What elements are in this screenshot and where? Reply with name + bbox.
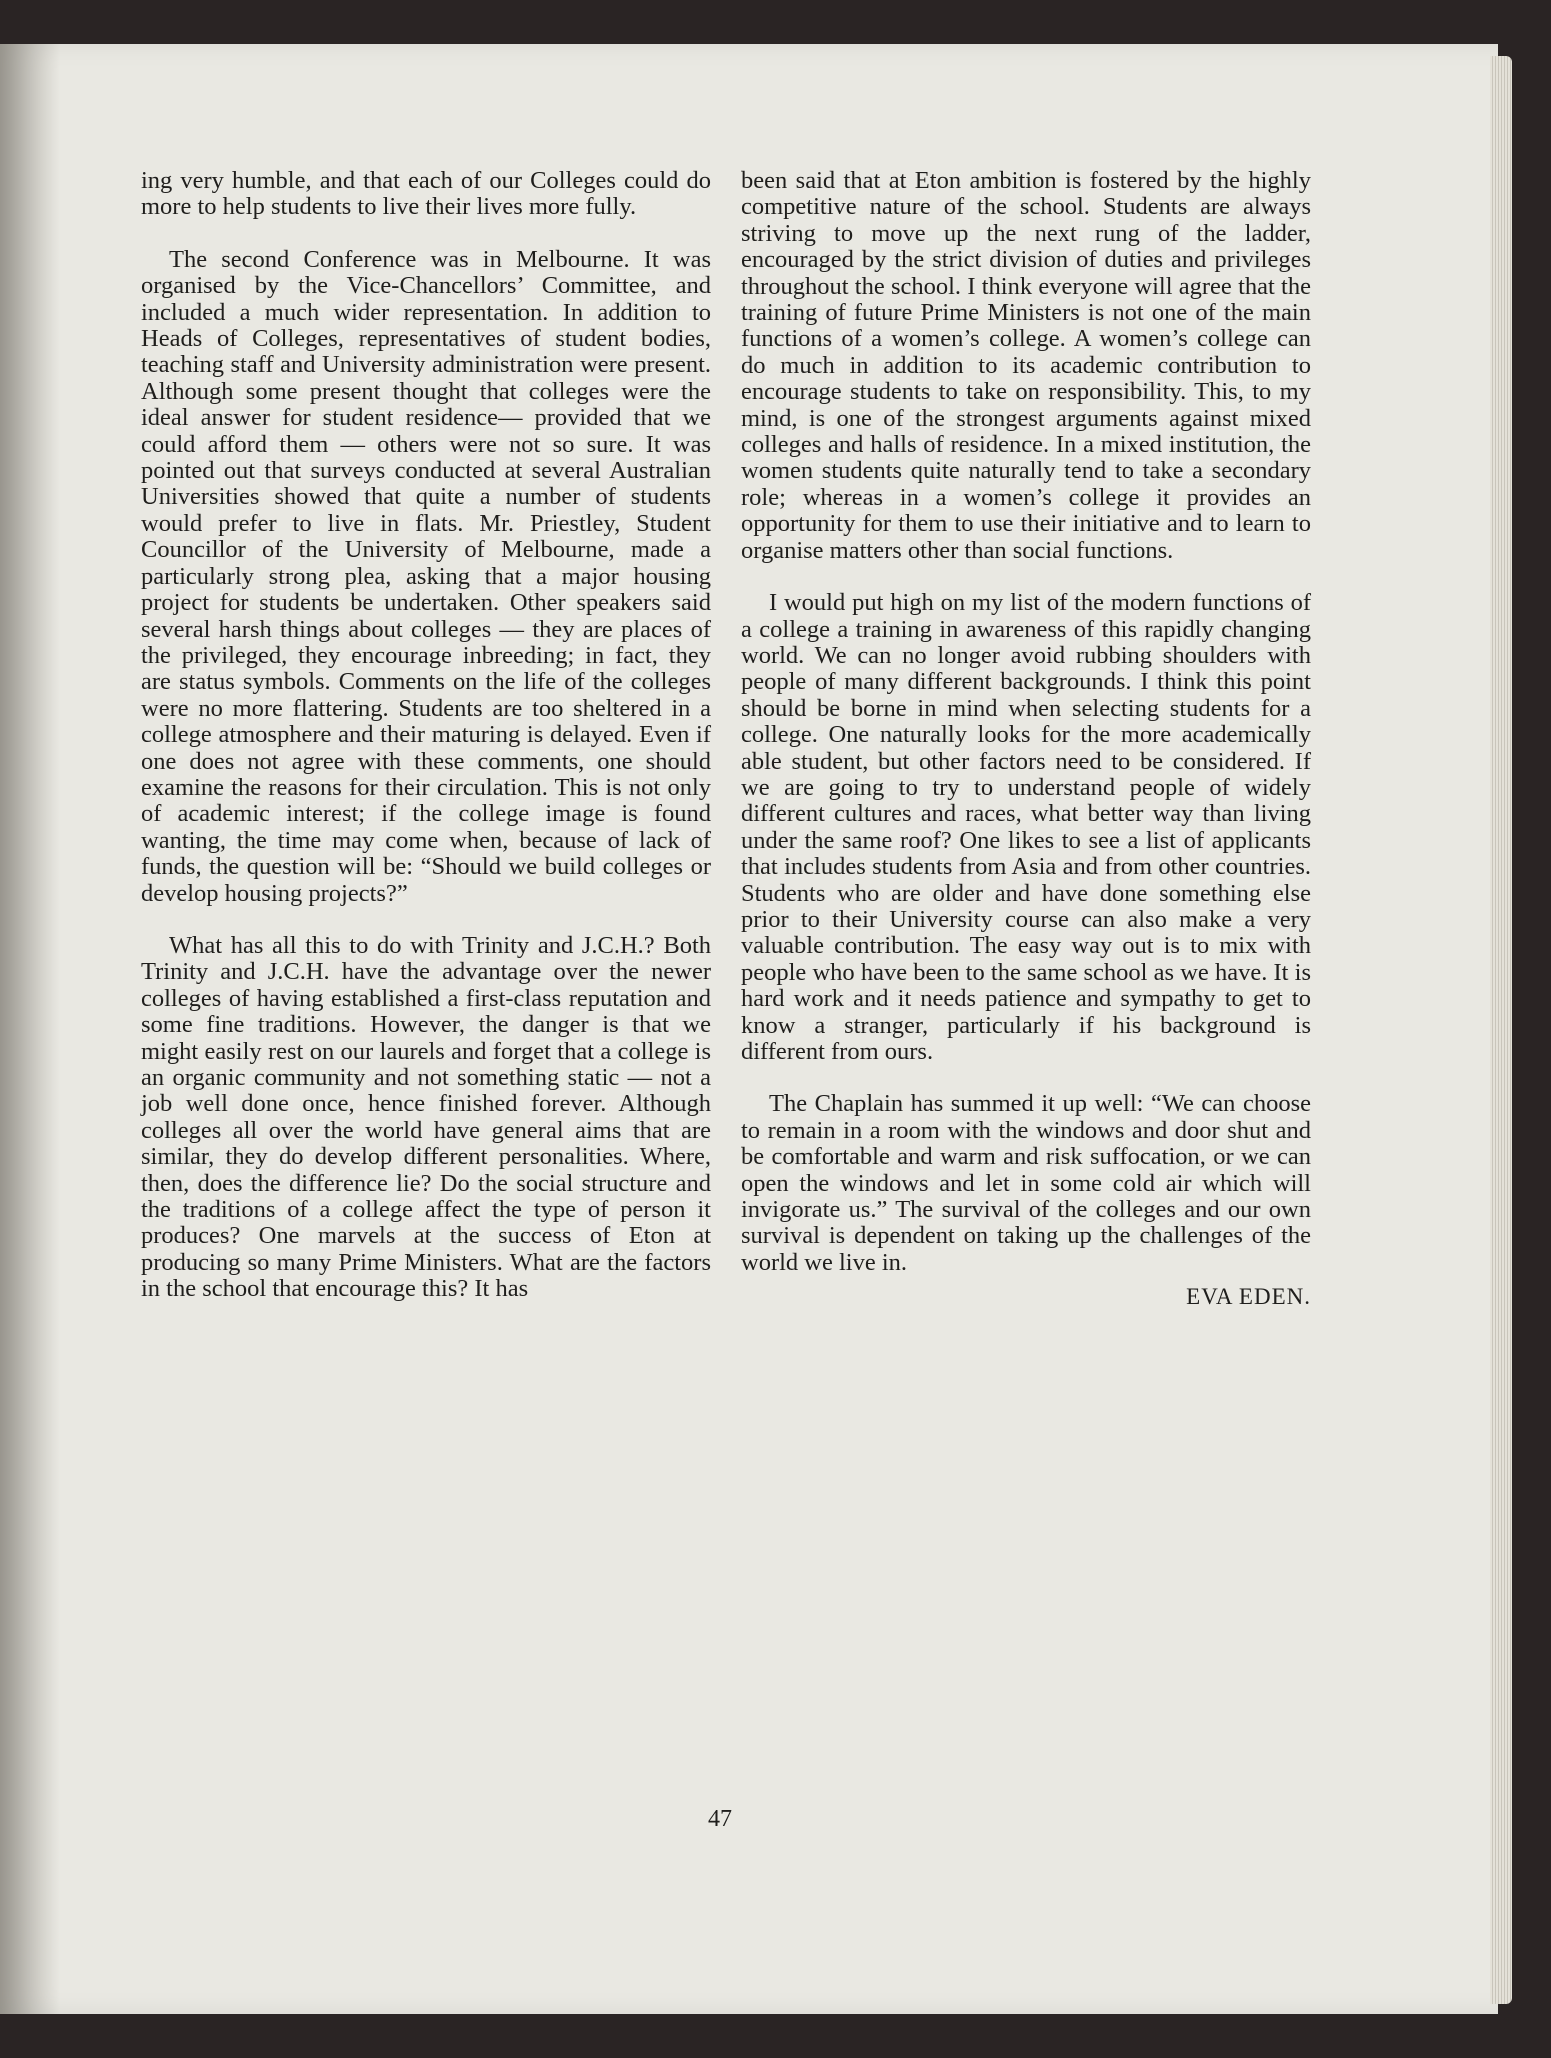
right-paragraph-2: I would put high on my list of the modern functions of a college a training in awareness of this rapidly changing world. We can no longer avoid rubbing shoulders with people of many different backgrounds. I think this point should be borne in mind when selecting students for a college. One naturally looks for the more academically able student, but other factors need to be considered. If we are going to try to understand people of widely different cultures and races, what better way than living under the same roof? One likes to see a list of applicants that includes students from Asia and from other countries. Students who are older and have done something else prior to their University course can also make a very valuable contribution. The easy way out is to mix with people who have been to the same school as we have. It is hard work and it needs patience and sympathy to get to know a stranger, particularly if his background is different from ours. bbox=[741, 589, 1311, 1065]
author-signature: EVA EDEN. bbox=[1186, 1284, 1311, 1310]
left-paragraph-2: The second Conference was in Melbourne. It was organised by the Vice-Chancellors’ Committee, and included a much wider representation. In addition to Heads of Colleges, representatives of student bodies, teaching staff and University administration were present. Although some present thought that colleges were the ideal answer for student residence— provided that we could afford them — others were not so sure. It was pointed out that surveys conducted at several Australian Universities showed that quite a number of students would prefer to live in flats. Mr. Priestley, Student Councillor of the University of Melbourne, made a particularly strong plea, asking that a major housing project for students be undertaken. Other speakers said several harsh things about colleges — they are places of the privileged, they encourage inbreeding; in fact, they are status symbols. Comments on the life of the colleges were no more flattering. Students are too sheltered in a college atmosphere and their maturing is delayed. Even if one does not agree with these comments, one should examine the reasons for their circulation. This is not only of academic interest; if the college image is found wanting, the time may come when, because of lack of funds, the question will be: “Should we build colleges or develop housing projects?” bbox=[141, 245, 711, 907]
left-paragraph-1: ing very humble, and that each of our Colleges could do more to help students to live their lives more fully. bbox=[141, 167, 711, 221]
page-edge bbox=[1490, 56, 1512, 2004]
left-column bbox=[141, 168, 711, 1329]
right-paragraph-3: The Chaplain has summed it up well: “We can choose to remain in a room with the windows and door shut and be comfortable and warm and risk suffocation, or we can open the windows and let in some cold air which will invigorate us.” The survival of the colleges and our own survival is dependent on taking up the challenges of the world we live in. bbox=[741, 1090, 1311, 1276]
spine-shadow bbox=[0, 44, 60, 2014]
page-number: 47 bbox=[708, 1806, 732, 1832]
right-paragraph-1: been said that at Eton ambition is fostered by the highly competitive nature of the school. Students are always striving to move up the next rung of the ladder, encouraged by the strict division of duties and privileges throughout the school. I think everyone will agree that the training of future Prime Ministers is not one of the main functions of a women’s college. A women’s college can do much in addition to its academic contribution to encourage students to take on responsibility. This, to my mind, is one of the strongest arguments against mixed colleges and halls of residence. In a mixed institution, the women students quite naturally tend to take a secondary role; whereas in a women’s college it provides an opportunity for them to use their initiative and to learn to organise matters other than social functions. bbox=[741, 167, 1311, 564]
left-paragraph-3: What has all this to do with Trinity and J.C.H.? Both Trinity and J.C.H. have the advantage over the newer colleges of having established a first-class reputation and some fine traditions. However, the danger is that we might easily rest on our laurels and forget that a college is an organic community and not something static — not a job well done once, hence finished forever. Although colleges all over the world have general aims that are similar, they do develop different personalities. Where, then, does the difference lie? Do the social structure and the traditions of a college affect the type of person it produces? One marvels at the success of Eton at producing so many Prime Ministers. What are the factors in the school that encourage this? It has bbox=[141, 931, 711, 1303]
right-column bbox=[741, 168, 1311, 1311]
